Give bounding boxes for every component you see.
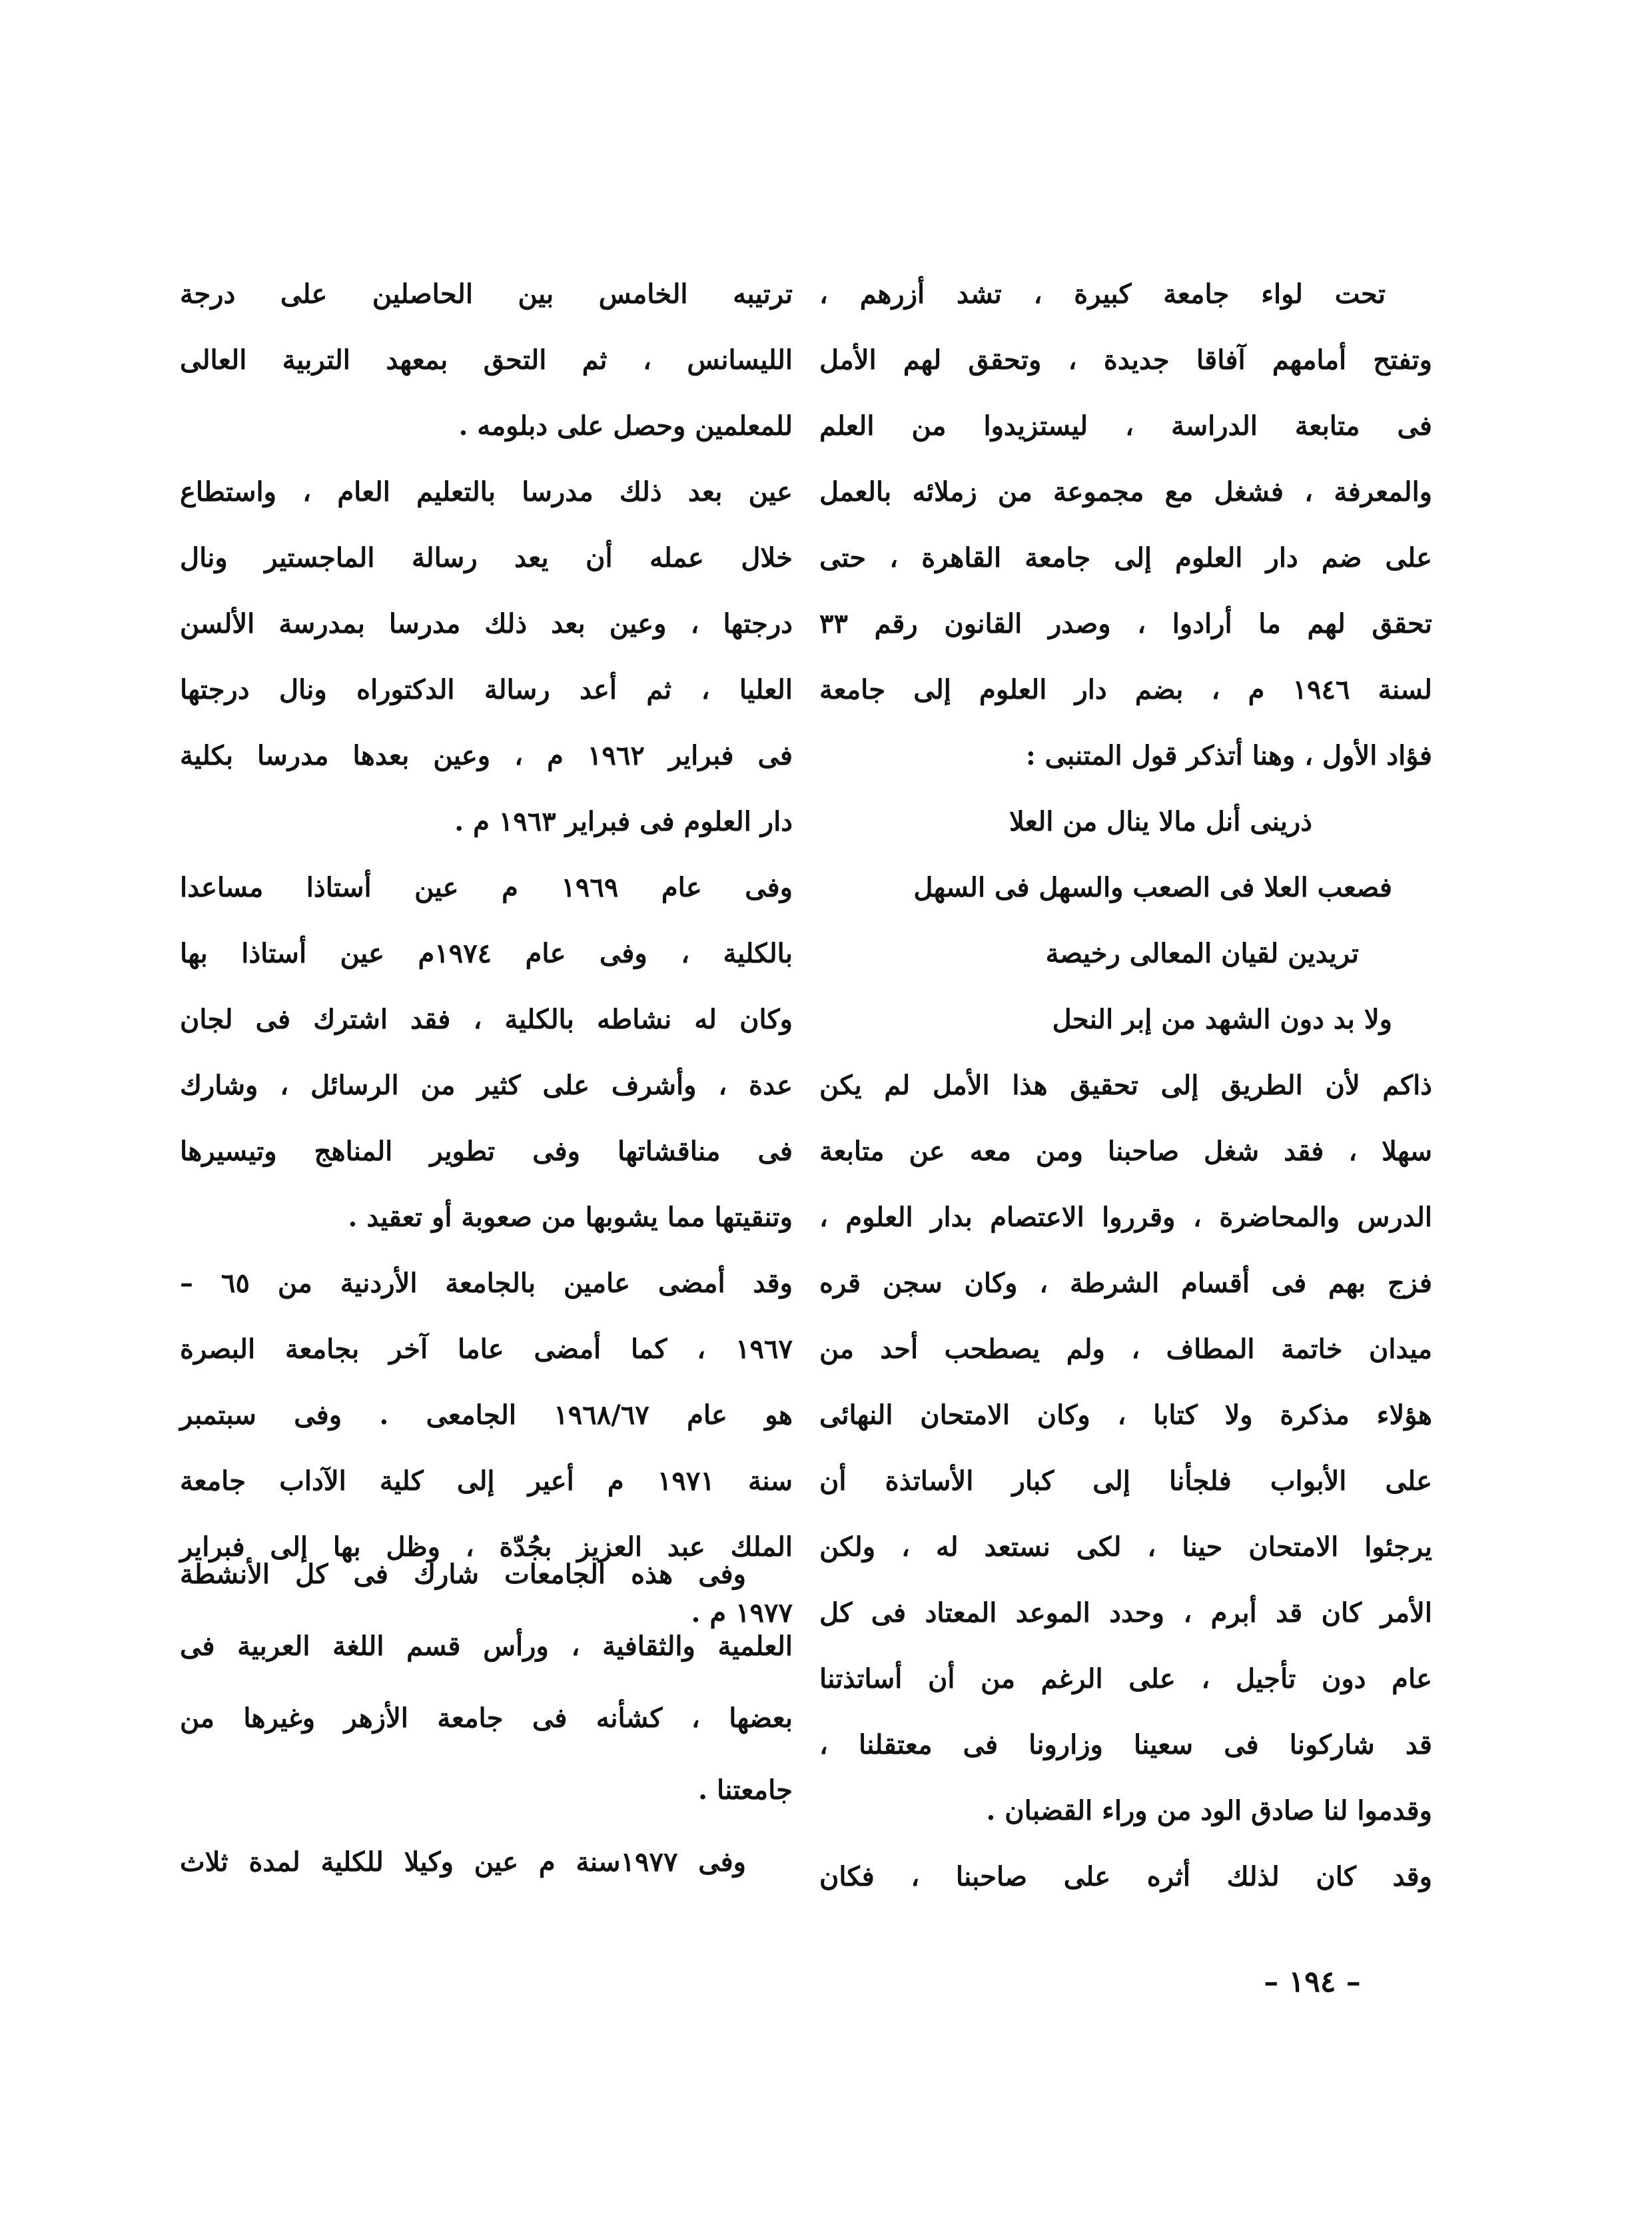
text-line: الملك عبد العزيز بجُدّة ، وظل بها إلى فبراير (180, 1531, 793, 1563)
poem-verse: ذرينى أنل مالا ينال من العلا (1009, 806, 1312, 837)
text-line: عام دون تأجيل ، على الرغم من أن أساتذتنا (819, 1663, 1432, 1694)
text-line: على ضم دار العلوم إلى جامعة القاهرة ، حتى (819, 542, 1432, 573)
text-line: فى متابعة الدراسة ، ليستزيدوا من العلم (819, 410, 1432, 442)
text-line: على الأبواب فلجأنا إلى كبار الأساتذة أن (819, 1465, 1432, 1497)
text-line: عدة ، وأشرف على كثير من الرسائل ، وشارك (180, 1070, 793, 1101)
text-line: وفى ١٩٧٧سنة م عين وكيلا للكلية لمدة ثلاث (180, 1846, 746, 1878)
text-line: تحقق لهم ما أرادوا ، وصدر القانون رقم ٣٣ (819, 608, 1432, 639)
poem-verse: تريدين لقيان المعالى رخيصة (1045, 938, 1359, 969)
poem-verse: فصعب العلا فى الصعب والسهل فى السهل (913, 872, 1392, 903)
text-line: بالكلية ، وفى عام ١٩٧٤م عين أستاذا بها (180, 938, 793, 969)
page-number: – ١٩٤ – (1264, 1965, 1361, 1999)
text-line: وقدموا لنا صادق الود من وراء القضبان . (986, 1795, 1432, 1826)
text-line: فى مناقشاتها وفى تطوير المناهج وتيسيرها (180, 1136, 793, 1167)
text-line: ١٩٦٧ ، كما أمضى عاما آخر بجامعة البصرة (180, 1333, 793, 1365)
text-line: تحت لواء جامعة كبيرة ، تشد أزرهم ، (819, 278, 1386, 310)
text-line: عين بعد ذلك مدرسا بالتعليم العام ، واستطاع (180, 476, 793, 508)
text-line: الليسانس ، ثم التحق بمعهد التربية العالى (180, 344, 793, 376)
text-line: والمعرفة ، فشغل مع مجموعة من زملائه بالعمل (819, 476, 1432, 508)
text-line: فى فبراير ١٩٦٢ م ، وعين بعدها مدرسا بكلية (180, 740, 793, 771)
text-line: وقد أمضى عامين بالجامعة الأردنية من ٦٥ – (180, 1268, 793, 1299)
text-line: يرجئوا الامتحان حينا ، لكى نستعد له ، ولكن (819, 1531, 1432, 1563)
text-line: وفى هذه الجامعات شارك فى كل الأنشطة (180, 1559, 746, 1590)
text-line: هو عام ١٩٦٨/٦٧ الجامعى . وفى سبتمبر (180, 1399, 793, 1431)
text-line: دار العلوم فى فبراير ١٩٦٣ م . (454, 806, 793, 837)
text-line: وفى عام ١٩٦٩ م عين أستاذا مساعدا (180, 872, 793, 903)
text-line: درجتها ، وعين بعد ذلك مدرسا بمدرسة الألسن (180, 608, 793, 639)
text-line: وتفتح أمامهم آفاقا جديدة ، وتحقق لهم الأمل (819, 344, 1432, 376)
text-line: العلمية والثقافية ، ورأس قسم اللغة العربية فى (180, 1631, 793, 1662)
text-line: للمعلمين وحصل على دبلومه . (458, 410, 793, 442)
text-line: سنة ١٩٧١ م أعير إلى كلية الآداب جامعة (180, 1465, 793, 1497)
text-line: وقد كان لذلك أثره على صاحبنا ، فكان (819, 1861, 1432, 1892)
left-column-continued (180, 1539, 793, 1898)
text-line: فزج بهم فى أقسام الشرطة ، وكان سجن قره (819, 1268, 1432, 1299)
text-line: لسنة ١٩٤٦ م ، بضم دار العلوم إلى جامعة (819, 674, 1432, 705)
text-line: ١٩٧٧ م . (691, 1597, 793, 1629)
text-line: ذاكم لأن الطريق إلى تحقيق هذا الأمل لم يكن (819, 1070, 1432, 1101)
text-line: جامعتنا . (698, 1774, 793, 1806)
text-line: وكان له نشاطه بالكلية ، فقد اشترك فى لجان (180, 1004, 793, 1035)
text-line: وتنقيتها مما يشوبها من صعوبة أو تعقيد . (348, 1202, 793, 1233)
text-line: ترتيبه الخامس بين الحاصلين على درجة (180, 278, 793, 310)
text-line: فؤاد الأول ، وهنا أتذكر قول المتنبى : (1025, 740, 1432, 771)
text-line: ميدان خاتمة المطاف ، ولم يصطحب أحد من (819, 1333, 1432, 1365)
left-column (180, 261, 793, 1646)
text-line: خلال عمله أن يعد رسالة الماجستير ونال (180, 542, 793, 573)
text-line: هؤلاء مذكرة ولا كتابا ، وكان الامتحان النهائى (819, 1399, 1432, 1431)
text-line: قد شاركونا فى سعينا وزارونا فى معتقلنا ، (819, 1729, 1432, 1760)
text-line: الدرس والمحاضرة ، وقرروا الاعتصام بدار العلوم ، (819, 1202, 1432, 1233)
text-line: سهلا ، فقد شغل صاحبنا ومن معه عن متابعة (819, 1136, 1432, 1167)
poem-verse: ولا بد دون الشهد من إبر النحل (1052, 1004, 1392, 1035)
text-line: العليا ، ثم أعد رسالة الدكتوراه ونال درجتها (180, 674, 793, 705)
text-line: بعضها ، كشأنه فى جامعة الأزهر وغيرها من (180, 1702, 793, 1734)
right-column (819, 261, 1432, 1910)
text-line: الأمر كان قد أبرم ، وحدد الموعد المعتاد فى كل (819, 1597, 1432, 1629)
